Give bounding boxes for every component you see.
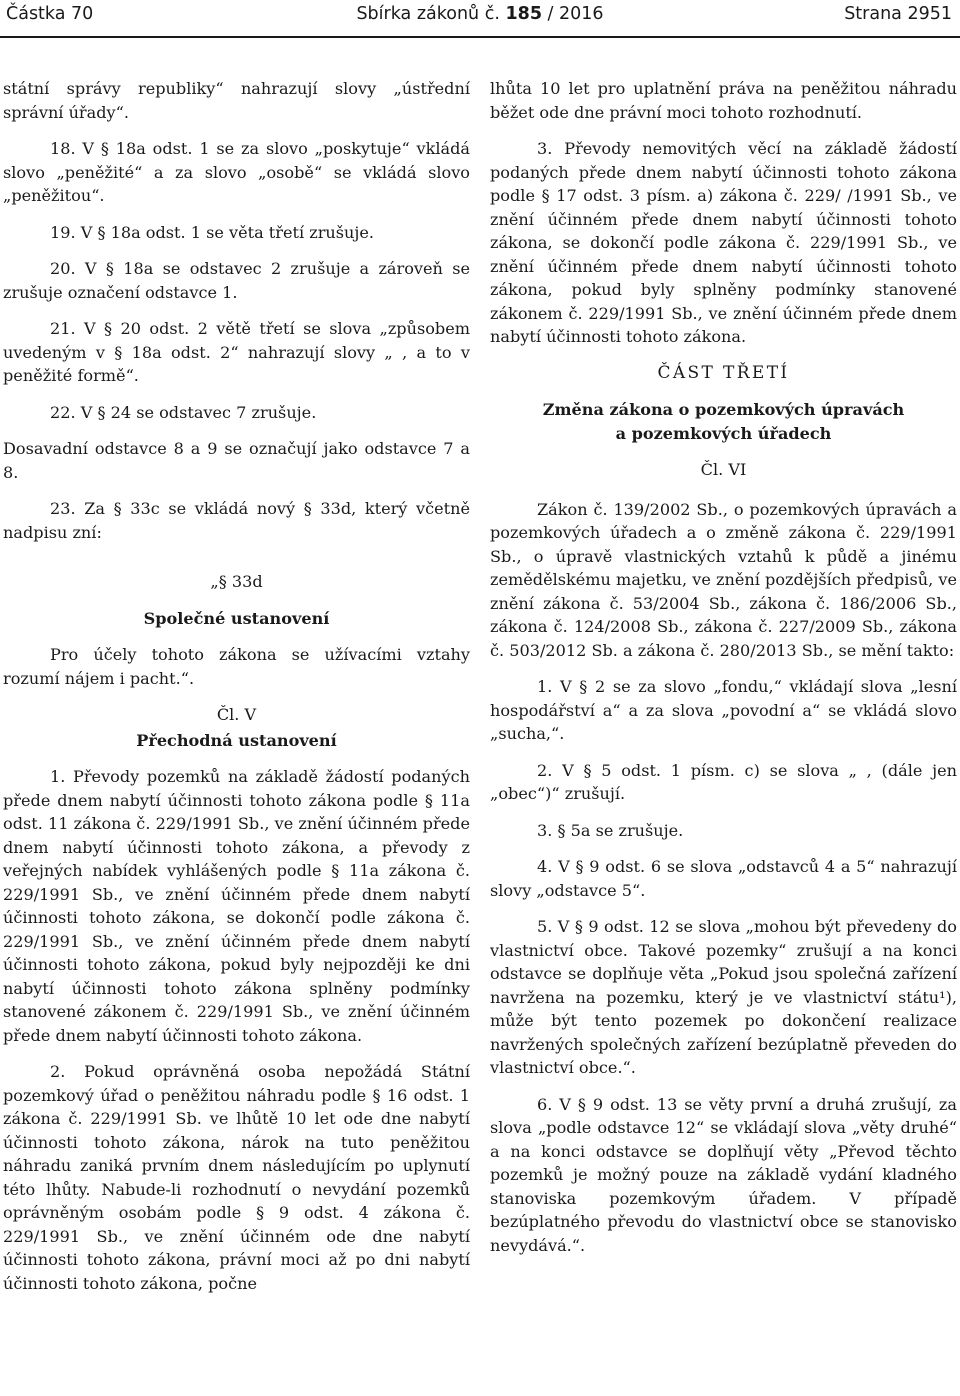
amendment-point-4: 4. V § 9 odst. 6 se slova „odstavců 4 a 5“ nahrazují slovy „odstavce 5“. <box>490 857 957 900</box>
transitional-provision-3: 3. Převody nemovitých věcí na základě žádostí podaných přede dnem nabytí účinnosti tohoto zákona podle § 17 odst. 3 písm. a) zákona č. 229/ /1991 Sb., ve znění účinném přede dnem nabytí účinnosti tohoto zákona, se dokončí podle zákona č. 229/1991 Sb., ve znění účinném přede dnem nabytí účinnosti tohoto zákona, pokud byly splněny podmínky stanovené zákonem č. 229/1991 Sb., ve znění účinném přede dnem nabytí účinnosti tohoto zákona. <box>490 139 957 346</box>
article-v-title: Přechodná ustanovení <box>136 730 337 750</box>
point-19: 19. V § 18a odst. 1 se věta třetí zrušuje. <box>50 222 375 242</box>
article-v-heading: Čl. V <box>216 705 257 724</box>
section-number: „§ 33d <box>210 572 263 591</box>
point-20: 20. V § 18a se odstavec 2 zrušuje a zároveň se zrušuje označení odstavce 1. <box>3 259 470 302</box>
collection-title <box>356 4 603 24</box>
collection-year: / 2016 <box>541 4 604 24</box>
amendment-intro: Zákon č. 139/2002 Sb., o pozemkových úpravách a pozemkových úřadech a o změně zákona č. 229/1991 Sb., o úpravě vlastnických vztahů k půdě a jinému zemědělskému majetku, ve znění pozdějších předpisů, ve znění zákona č. 53/2004 Sb., zákona č. 186/2006 Sb., zákona č. 124/2008 Sb., zákona č. 227/2009 Sb., zákona č. 503/2012 Sb. a zákona č. 280/2013 Sb., se mění takto: <box>490 499 957 660</box>
amendment-point-2: 2. V § 5 odst. 1 písm. c) se slova „ , (dále jen „obec“)“ zrušují. <box>490 760 957 803</box>
amendment-point-5: 5. V § 9 odst. 12 se slova „mohou být převedeny do vlastnictví obce. Takové pozemky“ zrušují a na konci odstavce se doplňuje věta „Pokud jsou společná zařízení navržena na pozemku, který je ve vlastnictví státu¹), může být tento pozemek po dokončení realizace navržených společných zařízení bezúplatně převeden do vlastnictví obce.“. <box>490 917 957 1077</box>
page-header <box>0 0 960 36</box>
paragraph-continuation: státní správy republiky“ nahrazují slovy „ústřední správní úřady“. <box>3 79 470 122</box>
header-rule <box>0 36 960 38</box>
amendment-point-1: 1. V § 2 se za slovo „fondu,“ vkládají slova „lesní hospodářství a“ a za slova „povodní a“ se vkládá slovo „sucha,“. <box>490 677 957 743</box>
law-number: 185 <box>505 4 542 24</box>
right-column <box>490 77 957 1270</box>
transitional-provision-2: 2. Pokud oprávněná osoba nepožádá Státní pozemkový úřad o peněžitou náhradu podle § 16 odst. 1 zákona č. 229/1991 Sb. ve lhůtě 10 let ode dne nabytí účinnosti tohoto zákona, nárok na tuto peněžitou náhradu zaniká prvním dnem následujícím po uplynutí této lhůty. Nabude-li rozhodnutí o nevydání pozemků oprávněným osobám podle § 9 odst. 4 zákona č. 229/1991 Sb., ve znění účinném ode dne nabytí účinnosti tohoto zákona, právní moci až po dni nabytí účinnosti tohoto zákona, počne <box>3 1062 470 1293</box>
point-18: 18. V § 18a odst. 1 se za slovo „poskytuje“ vkládá slovo „peněžité“ a za slovo „osobě“ se vkládá slovo „peněžitou“. <box>3 139 470 205</box>
part-heading: ČÁST TŘETÍ <box>657 362 790 383</box>
provision-2-continuation: lhůta 10 let pro uplatnění práva na peněžitou náhradu běžet ode dne právní moci tohoto rozhodnutí. <box>490 79 957 122</box>
amendment-point-3: 3. § 5a se zrušuje. <box>537 820 684 840</box>
part-title-line-2: a pozemkových úřadech <box>615 423 832 443</box>
article-vi-heading: Čl. VI <box>700 460 747 479</box>
point-22: 22. V § 24 se odstavec 7 zrušuje. <box>50 402 317 422</box>
amendment-point-6: 6. V § 9 odst. 13 se věty první a druhá zrušují, za slova „podle odstavce 12“ se vkládají slova „věty druhé“ a na konci odstavce se doplňují věty „Převod těchto pozemků je možný pouze na základě vydání kladného stanoviska pozemkovým úřadem. V případě bezúplatného převodu do vlastnictví obce se stanovisko nevydává.“. <box>490 1094 957 1255</box>
point-23: 23. Za § 33c se vkládá nový § 33d, který včetně nadpisu zní: <box>3 499 470 542</box>
point-22-continuation: Dosavadní odstavce 8 a 9 se označují jako odstavce 7 a 8. <box>3 439 470 482</box>
section-title: Společné ustanovení <box>143 608 330 628</box>
left-column <box>3 77 470 1308</box>
issue-number: Částka 70 <box>6 4 94 24</box>
part-title <box>490 398 957 445</box>
section-text: Pro účely tohoto zákona se užívacími vztahy rozumí nájem i pacht.“. <box>3 645 470 688</box>
point-21: 21. V § 20 odst. 2 větě třetí se slova „způsobem uvedeným v § 18a odst. 2“ nahrazují slovy „ , a to v peněžité formě“. <box>3 319 470 385</box>
collection-title-text: Sbírka zákonů č. <box>356 4 506 24</box>
part-title-line-1: Změna zákona o pozemkových úpravách <box>542 400 905 419</box>
transitional-provision-1: 1. Převody pozemků na základě žádostí podaných přede dnem nabytí účinnosti tohoto zákona podle § 11a odst. 11 zákona č. 229/1991 Sb., ve znění účinném přede dnem nabytí účinnosti tohoto zákona, a převody z veřejných nabídek vyhlášených podle § 11a zákona č. 229/1991 Sb., ve znění účinném přede dnem nabytí účinnosti tohoto zákona, se dokončí podle zákona č. 229/1991 Sb., ve znění účinném přede dnem nabytí účinnosti tohoto zákona, pokud byly nejpozději ke dni nabytí účinnosti tohoto zákona splněny podmínky stanovené zákonem č. 229/1991 Sb., ve znění účinném přede dnem nabytí účinnosti tohoto zákona. <box>3 767 470 1045</box>
page-number: Strana 2951 <box>844 4 952 24</box>
